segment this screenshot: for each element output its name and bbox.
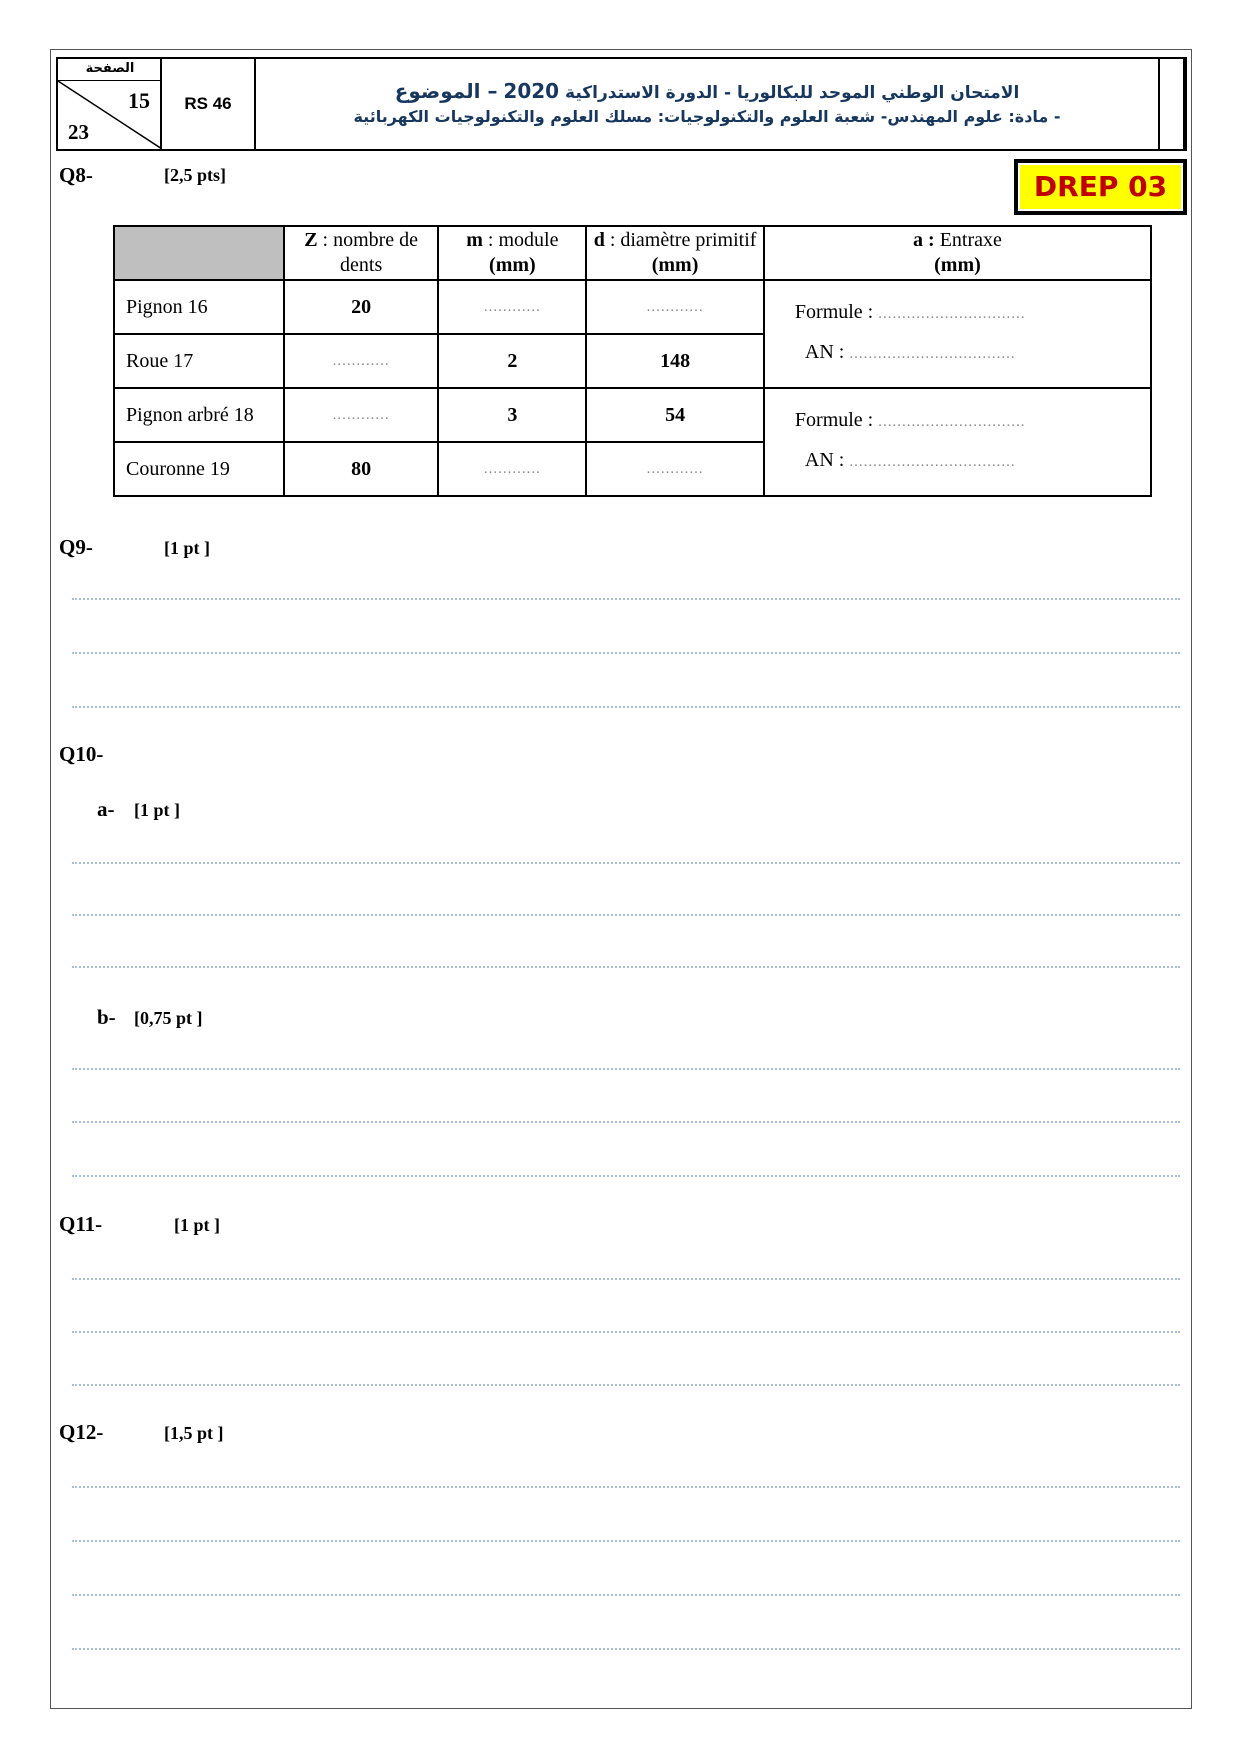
header-z: Z : nombre de dents [284,226,439,280]
answer-line[interactable] [72,966,1180,968]
q8-label: Q8- [59,163,93,187]
table-corner-cell [114,226,284,280]
cell-d-blank[interactable]: ............ [586,442,764,496]
answer-line[interactable] [72,1331,1180,1333]
answer-line[interactable] [72,1486,1180,1488]
cell-z-blank[interactable]: ............ [284,388,439,442]
answer-line[interactable] [72,862,1180,864]
row-name: Pignon arbré 18 [114,388,284,442]
exam-title-line2: - مادة: علوم المهندس- شعبة العلوم والتكنولوجيات: مسلك العلوم والتكنولوجيات الكهربائية [353,107,1061,126]
cell-d: 148 [586,334,764,388]
header-blank-cell [1160,59,1185,149]
q12-label: Q12- [59,1420,104,1444]
cell-m-blank[interactable]: ............ [438,280,586,334]
header-m: m : module (mm) [438,226,586,280]
q8-points: [2,5 pts] [164,165,226,185]
q9-label: Q9- [59,535,93,559]
header-d: d : diamètre primitif (mm) [586,226,764,280]
answer-line[interactable] [72,914,1180,916]
cell-d: 54 [586,388,764,442]
exam-header [56,57,1187,151]
an-line: AN : ................................... [804,341,1016,363]
cell-z: 80 [284,442,439,496]
q10a-points: [1 pt ] [134,800,180,820]
q10b-label: b- [97,1005,116,1029]
q12-points: [1,5 pt ] [164,1423,224,1443]
answer-line[interactable] [72,1594,1180,1596]
answer-line[interactable] [72,1648,1180,1650]
q10-label: Q10- [59,742,104,766]
cell-m: 3 [438,388,586,442]
exam-title [256,59,1160,149]
gear-table [113,225,1152,497]
q10b-points: [0,75 pt ] [134,1008,203,1028]
cell-entraxe-1[interactable] [764,280,1151,388]
cell-d-blank[interactable]: ............ [586,280,764,334]
cell-z-blank[interactable]: ............ [284,334,439,388]
table-row [114,388,1151,442]
answer-line[interactable] [72,1540,1180,1542]
answer-line[interactable] [72,598,1180,600]
drep-label: DREP 03 [1018,163,1183,211]
cell-m-blank[interactable]: ............ [438,442,586,496]
table-header-row [114,226,1151,280]
answer-line[interactable] [72,1278,1180,1280]
answer-line[interactable] [72,706,1180,708]
page-current: 15 [128,88,150,113]
exam-title-line1 [256,79,1158,103]
drep-badge [1014,159,1187,215]
q9-points: [1 pt ] [164,538,210,558]
q11-label: Q11- [59,1212,103,1236]
row-name: Couronne 19 [114,442,284,496]
exam-title-subject: – الموضوع [394,79,498,103]
cell-z: 20 [284,280,439,334]
exam-year: 2020 [503,79,560,103]
answer-line[interactable] [72,1384,1180,1386]
header-a: a : Entraxe (mm) [764,226,1151,280]
an-line: AN : ................................... [804,449,1016,471]
page-label: الصفحة [58,59,162,81]
formula-line: Formule : ............................... [794,409,1026,431]
cell-entraxe-2[interactable] [764,388,1151,496]
page-total: 23 [68,120,89,144]
answer-line[interactable] [72,1121,1180,1123]
answer-line[interactable] [72,1068,1180,1070]
formula-line: Formule : ............................... [794,301,1026,323]
exam-title-session: الامتحان الوطني الموحد للبكالوريا - الدورة الاستدراكية [565,83,1020,103]
row-name: Roue 17 [114,334,284,388]
q10a-label: a- [97,797,115,821]
q11-points: [1 pt ] [174,1215,220,1235]
exam-code: RS 46 [162,59,256,149]
answer-line[interactable] [72,652,1180,654]
cell-m: 2 [438,334,586,388]
answer-line[interactable] [72,1175,1180,1177]
page-number-box [58,59,162,149]
table-row [114,280,1151,334]
row-name: Pignon 16 [114,280,284,334]
